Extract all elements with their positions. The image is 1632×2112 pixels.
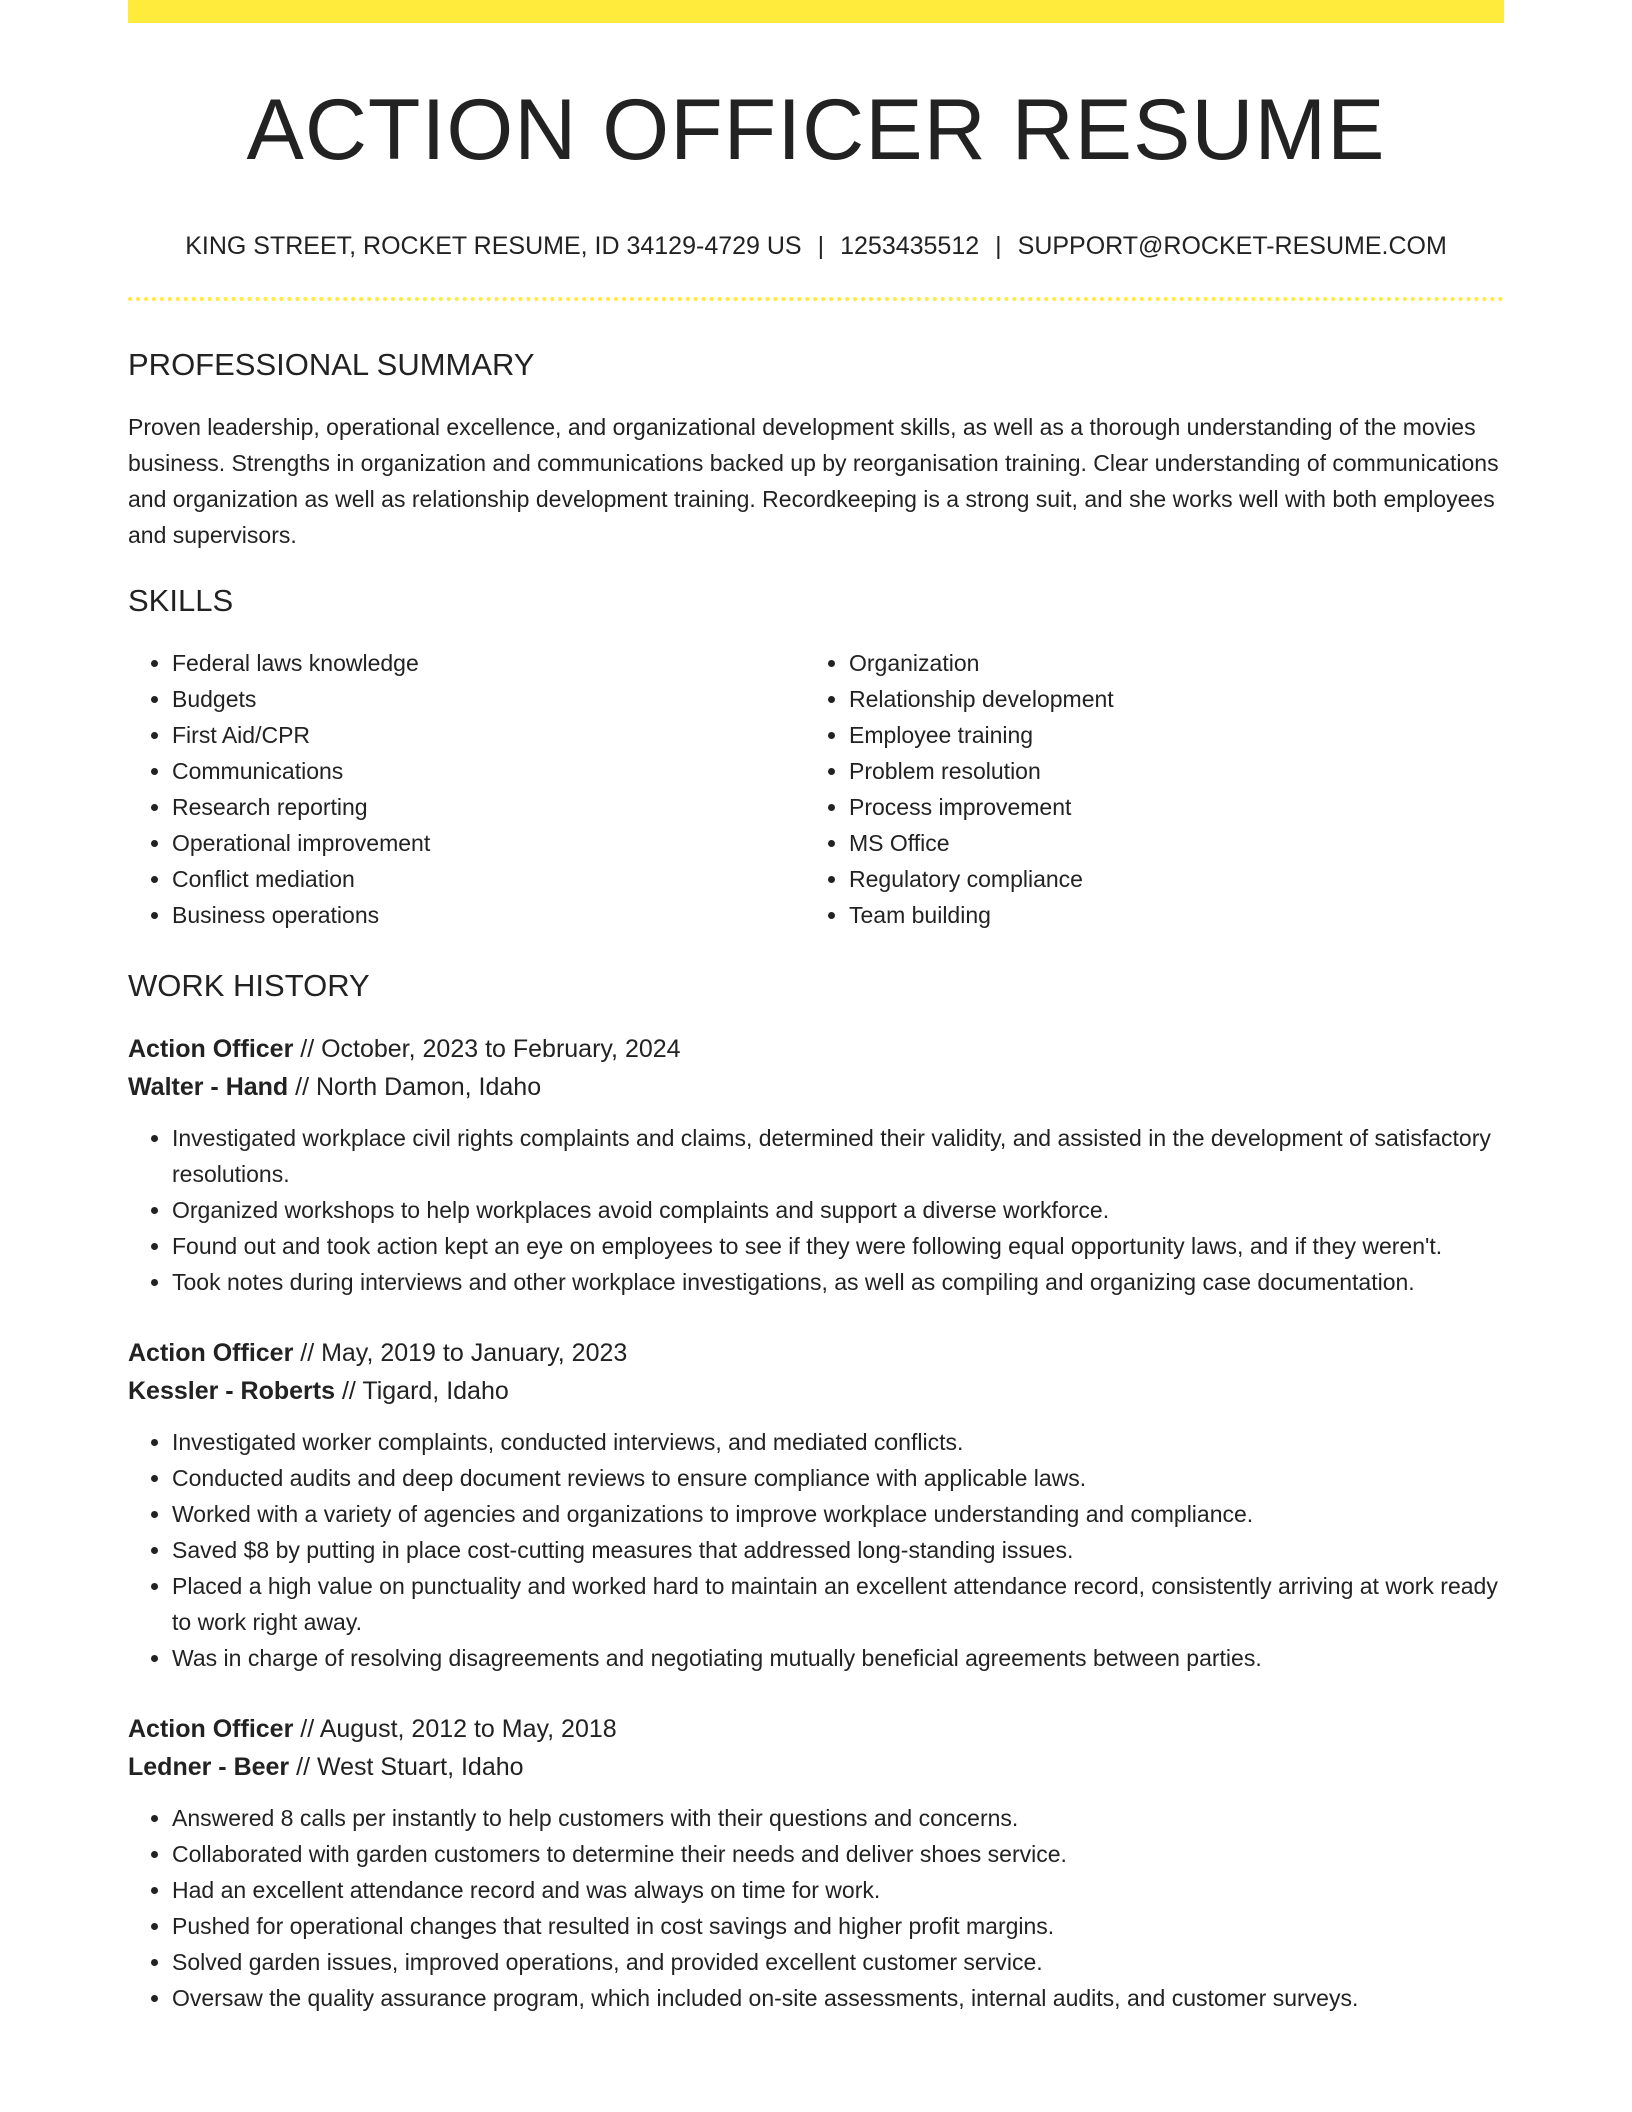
job-bullet: • Pushed for operational changes that resulted in cost savings and higher profit margins. bbox=[172, 1908, 1504, 1944]
job-bullet: • Investigated workplace civil rights complaints and claims, determined their validity, and assisted in the development of satisfactory resolutions. bbox=[172, 1120, 1504, 1192]
job-bullets bbox=[128, 1120, 1504, 1300]
skill-item: • Budgets bbox=[172, 681, 805, 717]
job-company: Walter - Hand bbox=[128, 1073, 289, 1101]
skill-item: • Research reporting bbox=[172, 789, 805, 825]
summary-text: Proven leadership, operational excellence, and organizational development skills, as well as a thorough understanding of the movies business. Strengths in organization and communications backed up by reorganisation training. Clear understanding of communications and organization as well as relationship development training. Recordkeeping is a strong suit, and she works well with both employees and supervisors. bbox=[128, 414, 1499, 548]
skill-item: • Problem resolution bbox=[849, 753, 1482, 789]
job-bullet: • Placed a high value on punctuality and worked hard to maintain an excellent attendance record, consistently arriving at work ready to work right away. bbox=[172, 1568, 1504, 1640]
skill-item: • Operational improvement bbox=[172, 825, 805, 861]
job-location: // Tigard, Idaho bbox=[335, 1377, 509, 1405]
job-bullet: • Saved $8 by putting in place cost-cutting measures that addressed long-standing issues. bbox=[172, 1532, 1504, 1568]
skill-item: • Federal laws knowledge bbox=[172, 645, 805, 681]
job-bullet: • Answered 8 calls per instantly to help customers with their questions and concerns. bbox=[172, 1800, 1504, 1836]
resume-content bbox=[128, 0, 1504, 2016]
job-bullet: • Investigated worker complaints, conducted interviews, and mediated conflicts. bbox=[172, 1424, 1504, 1460]
summary-heading: PROFESSIONAL SUMMARY bbox=[128, 347, 535, 382]
job-company: Kessler - Roberts bbox=[128, 1377, 336, 1405]
job-bullets bbox=[128, 1800, 1504, 2016]
job-entry bbox=[128, 1334, 1504, 1676]
job-bullet: • Worked with a variety of agencies and organizations to improve workplace understanding and compliance. bbox=[172, 1496, 1504, 1532]
contact-line bbox=[128, 231, 1504, 261]
contact-separator: | bbox=[817, 232, 825, 260]
contact-email: SUPPORT@ROCKET-RESUME.COM bbox=[1017, 232, 1447, 260]
job-location: // West Stuart, Idaho bbox=[289, 1753, 524, 1781]
job-title: Action Officer bbox=[128, 1715, 294, 1743]
job-entry bbox=[128, 1710, 1504, 2016]
skill-item: • Communications bbox=[172, 753, 805, 789]
job-title: Action Officer bbox=[128, 1035, 294, 1063]
job-bullet: • Oversaw the quality assurance program, which included on-site assessments, internal audits, and customer surveys. bbox=[172, 1980, 1504, 2016]
skill-item: • MS Office bbox=[849, 825, 1482, 861]
job-company-line bbox=[128, 1372, 1504, 1410]
job-bullet: • Collaborated with garden customers to determine their needs and deliver shoes service. bbox=[172, 1836, 1504, 1872]
contact-separator: | bbox=[995, 232, 1002, 260]
job-dates: // August, 2012 to May, 2018 bbox=[293, 1715, 617, 1743]
job-bullet: • Conducted audits and deep document reviews to ensure compliance with applicable laws. bbox=[172, 1460, 1504, 1496]
job-dates: // May, 2019 to January, 2023 bbox=[293, 1339, 628, 1367]
skill-item: • Relationship development bbox=[849, 681, 1482, 717]
job-bullet: • Found out and took action kept an eye on employees to see if they were following equal opportunity laws, and if they weren't. bbox=[172, 1228, 1504, 1264]
skills-heading: SKILLS bbox=[128, 583, 234, 618]
job-title-line bbox=[128, 1710, 1504, 1748]
job-bullet: • Solved garden issues, improved operations, and provided excellent customer service. bbox=[172, 1944, 1504, 1980]
contact-phone: 1253435512 bbox=[840, 232, 980, 260]
skill-item: • Organization bbox=[849, 645, 1482, 681]
skill-item: • Employee training bbox=[849, 717, 1482, 753]
skill-item: • Business operations bbox=[172, 897, 805, 933]
dotted-divider bbox=[128, 297, 1504, 301]
job-dates: // October, 2023 to February, 2024 bbox=[293, 1035, 681, 1063]
contact-address: KING STREET, ROCKET RESUME, ID 34129-4729 US bbox=[185, 232, 802, 260]
skill-item: • Conflict mediation bbox=[172, 861, 805, 897]
skill-item: • Process improvement bbox=[849, 789, 1482, 825]
skills-list-right bbox=[805, 645, 1482, 933]
skill-item: • Regulatory compliance bbox=[849, 861, 1482, 897]
job-title: Action Officer bbox=[128, 1339, 294, 1367]
skills-list-left bbox=[128, 645, 805, 933]
job-location: // North Damon, Idaho bbox=[288, 1073, 542, 1101]
job-bullet: • Had an excellent attendance record and was always on time for work. bbox=[172, 1872, 1504, 1908]
job-title-line bbox=[128, 1334, 1504, 1372]
job-company-line bbox=[128, 1748, 1504, 1786]
skill-item: • Team building bbox=[849, 897, 1482, 933]
resume-title: ACTION OFFICER RESUME bbox=[246, 82, 1386, 178]
skill-item: • First Aid/CPR bbox=[172, 717, 805, 753]
job-company: Ledner - Beer bbox=[128, 1753, 290, 1781]
job-bullets bbox=[128, 1424, 1504, 1676]
job-company-line bbox=[128, 1068, 1504, 1106]
job-bullet: • Organized workshops to help workplaces avoid complaints and support a diverse workforce. bbox=[172, 1192, 1504, 1228]
job-entry bbox=[128, 1030, 1504, 1300]
work-history-heading: WORK HISTORY bbox=[128, 968, 370, 1003]
job-title-line bbox=[128, 1030, 1504, 1068]
job-bullet: • Was in charge of resolving disagreements and negotiating mutually beneficial agreements between parties. bbox=[172, 1640, 1504, 1676]
job-bullet: • Took notes during interviews and other workplace investigations, as well as compiling and organizing case documentation. bbox=[172, 1264, 1504, 1300]
skills-columns bbox=[128, 645, 1504, 933]
